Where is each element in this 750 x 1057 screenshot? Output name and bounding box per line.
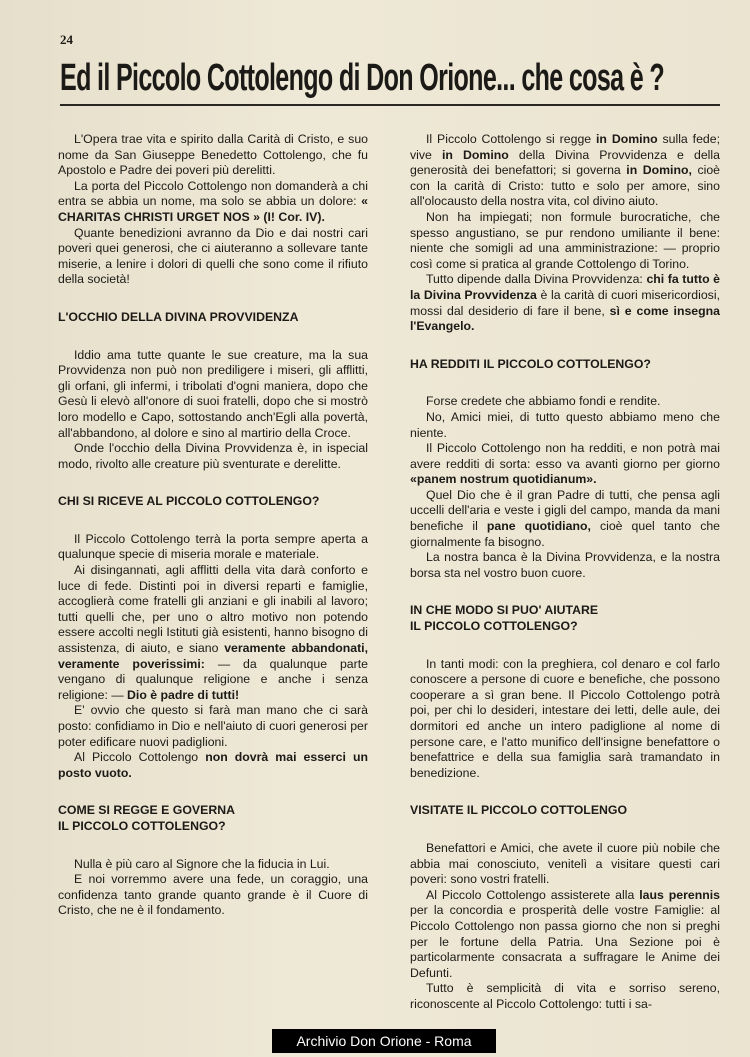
section-heading: CHI SI RICEVE AL PICCOLO COTTOLENGO? — [58, 494, 320, 509]
paragraph: Al Piccolo Cottolengo non dovrà mai esserci un posto vuoto. — [58, 750, 369, 780]
archive-footer: Archivio Don Orione - Roma — [272, 1029, 496, 1053]
paragraph: Ai disingannati, agli afflitti della vita darà conforto e luce di fede. Distinti poi in diversi reparti e famiglie, accoglierà come fratelli gli anziani e gli inabili al lavoro; tutti quelli che, per uno o altro motivo non potendo essere accolti negli Istituti già esistenti, hanno bisogno di assistenza, di aiuto, e siano veramente abbandonati, veramente poverissimi: — da qualunque parte vengano di qualunque religione e anche i senza religione: — Dio è padre di tutti! — [58, 563, 368, 702]
paragraph: La nostra banca è la Divina Provvidenza, e la nostra borsa sta nel vostro buon cuore. — [410, 550, 720, 580]
paragraph: Tutto è semplicità di vita e sorriso sereno, riconoscente al Piccolo Cottolengo: tutti i sa- — [410, 981, 720, 1011]
paragraph: Benefattori e Amici, che avete il cuore più nobile che abbia mai conosciuto, venitelì a visitare questi cari poveri: sono vostri fratelli. — [410, 840, 720, 887]
paragraph: Iddio ama tutte quante le sue creature, ma la sua Provvidenza non può non prediligere i miseri, gli afflitti, gli orfani, gli infermi, i tribolati d'ogni maniera, dopo che Gesù li elevò all'onore di suoi fratelli, dopo che si mostrò loro modello e Capo, sottostando anch'Egli alla povertà, all'abbandono, al dolore e sino al martirio della Croce. — [58, 347, 368, 440]
paragraph: Quel Dio che è il gran Padre di tutti, che pensa agli uccelli dell'aria e veste i gigli del campo, manda da mani benefiche il pane quotidiano, cioè quel tanto che giornalmente fa bisogno. — [410, 487, 721, 549]
left-column — [58, 132, 368, 919]
section-heading: IN CHE MODO SI PUO' AIUTARE IL PICCOLO COTTOLENGO? — [410, 603, 599, 634]
paragraph: Non ha impiegati; non formule burocratiche, che spesso angustiano, se pur rendono umiliante il bene: niente che somigli ad una amministrazione: — proprio così come si pratica al grande Cottolengo di Torino. — [410, 209, 720, 271]
section-heading: L'OCCHIO DELLA DIVINA PROVVIDENZA — [58, 309, 299, 324]
page-number: 24 — [60, 32, 73, 47]
section-heading: VISITATE IL PICCOLO COTTOLENGO — [410, 803, 628, 818]
paragraph: Il Piccolo Cottolengo terrà la porta sempre aperta a qualunque specie di miseria morale e materiale. — [58, 531, 368, 562]
paragraph: Onde l'occhio della Divina Provvidenza è, in ispecial modo, rivolto alle creature più sventurate e derelitte. — [58, 441, 368, 471]
paragraph: Nulla è più caro al Signore che la fiducia in Lui. — [74, 856, 330, 871]
paragraph: E' ovvio che questo si farà man mano che ci sarà posto: confidiamo in Dio e nell'aiuto di cuori generosi per poter edificare nuovi padiglioni. — [58, 703, 368, 749]
paragraph: Il Piccolo Cottolengo non ha redditi, e non potrà mai avere redditi di sorta: esso va avanti giorno per giorno «panem nostrum quotidianum». — [410, 441, 720, 487]
section-heading: HA REDDITI IL PICCOLO COTTOLENGO? — [410, 356, 651, 371]
paragraph: E noi vorremmo avere una fede, un coraggio, una confidenza tanto grande quanto grande è il Cuore di Cristo, che ne è il fondamento. — [58, 872, 368, 918]
section-heading: COME SI REGGE E GOVERNA IL PICCOLO COTTOLENGO? — [58, 803, 235, 833]
paragraph: Tutto dipende dalla Divina Provvidenza: chi fa tutto è la Divina Provvidenza è la carità di cuori misericordiosi, mossi dal desiderio di fare il bene, sì e come insegna l'Evangelo. — [410, 272, 720, 334]
paragraph: Al Piccolo Cottolengo assisterete alla laus perennis per la concordia e prosperità delle vostre Famiglie: al Piccolo Cottolengo non passa giorno che non si preghi per le fortune della Patria. Una Sezione poi è particolarmente consacrata a suffragare le Anime dei Defunti. — [410, 887, 721, 980]
paragraph: Forse credete che abbiamo fondi e rendite. — [426, 394, 661, 409]
paragraph: Il Piccolo Cottolengo si regge in Domino sulla fede; vive in Domino della Divina Provvidenza e della generosità dei benefattori; si governa in Domino, cioè con la carità di Cristo: tutto e solo per amore, sino all'olocausto della nostra vita, col divino aiuto. — [410, 132, 721, 209]
paragraph: Quante benedizioni avranno da Dio e dai nostri cari poveri quei generosi, che ci aiuteranno a sollevare tante miserie, a lenire i dolori di quelli che sono come il rifiuto della società! — [58, 225, 368, 287]
right-column — [410, 132, 720, 1013]
paragraph: La porta del Piccolo Cottolengo non domanderà a chi entra se abbia un nome, ma solo se abbia un dolore: « CHARITAS CHRISTI URGET NOS » (I! Cor. IV). — [58, 178, 369, 224]
paragraph: No, Amici miei, di tutto questo abbiamo meno che niente. — [410, 409, 720, 440]
paragraph: L'Opera trae vita e spirito dalla Carità di Cristo, e suo nome da San Giuseppe Benedetto Cottolengo, che fu Apostolo e Padre dei poveri più derelitti. — [58, 132, 368, 178]
page-title: Ed il Piccolo Cottolengo di Don Orione... che cosa è ? — [60, 57, 664, 99]
title-rule — [60, 104, 720, 106]
paragraph: In tanti modi: con la preghiera, col denaro e col farlo conoscere a persone di cuore e benefiche, che possono cooperare a sì gran bene. Il Piccolo Cottolengo potrà poi, per chi lo desideri, intestare dei letti, delle aule, dei dormitori ed anche un intero padiglione al nome di persone care, e l'atto munifico dell'insigne benefattore o benefattrice e della sua famiglia sarà tramandato in benedizione. — [410, 656, 720, 780]
